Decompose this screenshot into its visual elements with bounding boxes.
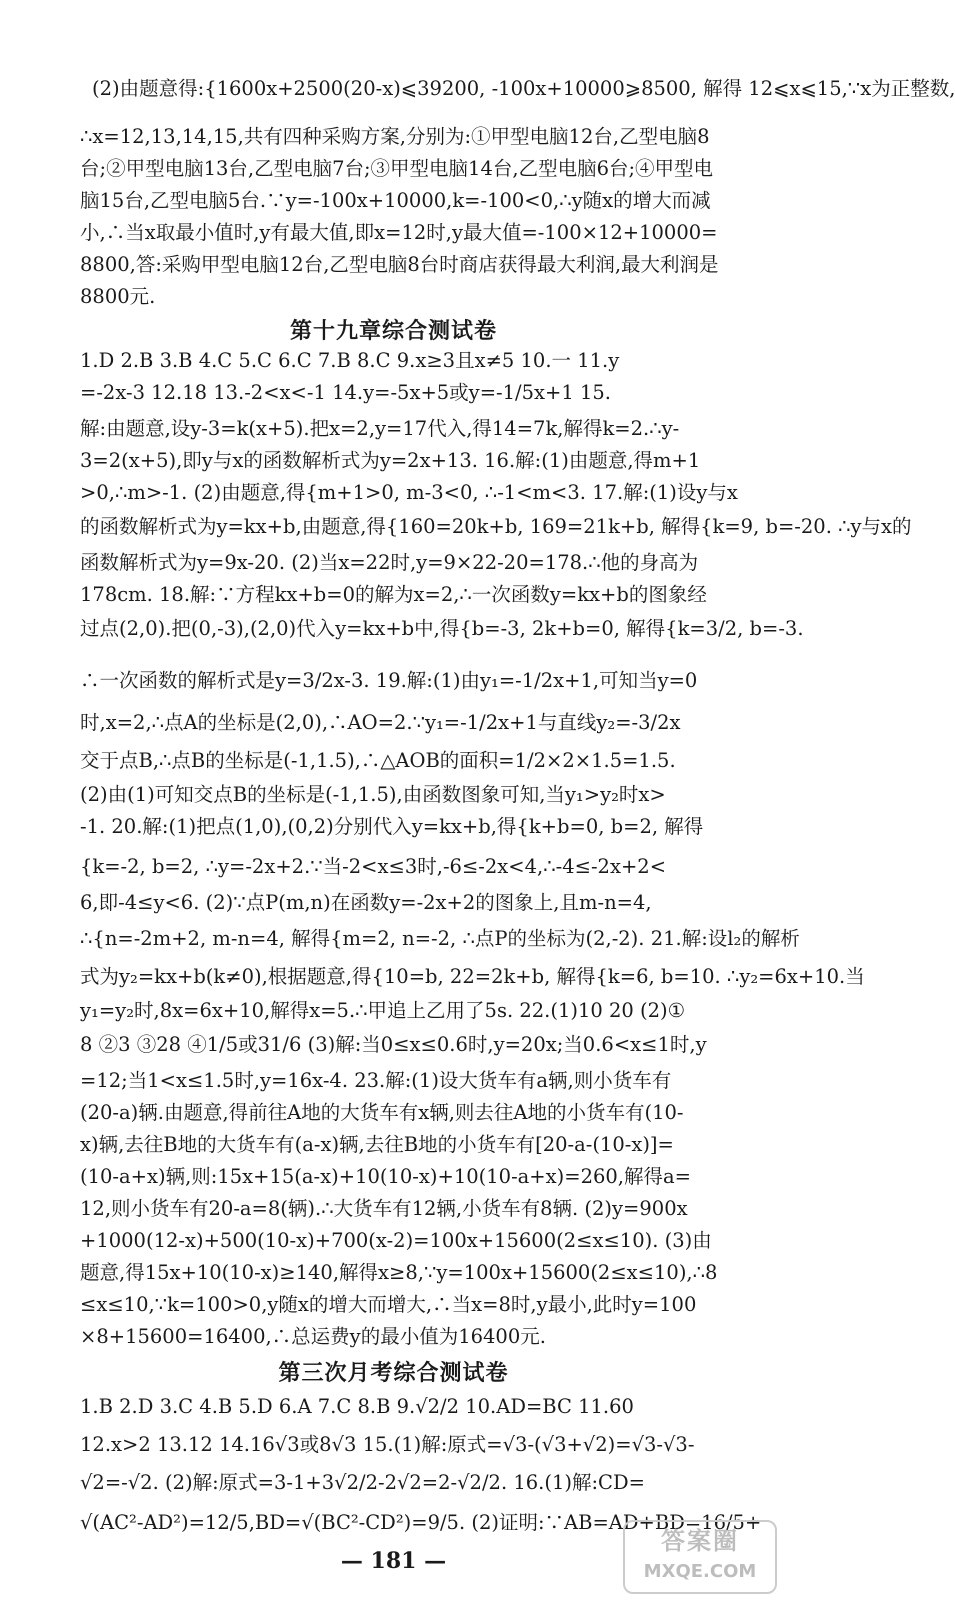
text-line: >0,∴m>-1. (2)由题意,得{m+1>0, m-3<0, ∴-1<m<3. 17.解:(1)设y与x <box>80 481 738 504</box>
text-line: 1.B 2.D 3.C 4.B 5.D 6.A 7.C 8.B 9.√2/2 10.AD=BC 11.60 <box>80 1395 634 1418</box>
text-line: (2)由(1)可知交点B的坐标是(-1,1.5),由函数图象可知,当y₁>y₂时x> <box>80 783 666 806</box>
text-line: 178cm. 18.解:∵方程kx+b=0的解为x=2,∴一次函数y=kx+b的图象经 <box>80 583 707 606</box>
watermark-logo <box>623 1520 777 1594</box>
text-line: =-2x-3 12.18 13.-2<x<-1 14.y=-5x+5或y=-1/5x+1 15. <box>80 381 611 404</box>
text-line: 3=2(x+5),即y与x的函数解析式为y=2x+13. 16.解:(1)由题意,得m+1 <box>80 449 701 472</box>
text-line: (20-a)辆.由题意,得前往A地的大货车有x辆,则去往A地的小货车有(10- <box>80 1101 684 1124</box>
text-line: 1.D 2.B 3.B 4.C 5.C 6.C 7.B 8.C 9.x≥3且x≠5 10.一 11.y <box>80 349 620 372</box>
text-line: √2=-√2. (2)解:原式=3-1+3√2/2-2√2=2-√2/2. 16.(1)解:CD= <box>80 1471 645 1494</box>
text-line: 交于点B,∴点B的坐标是(-1,1.5),∴△AOB的面积=1/2×2×1.5=1.5. <box>80 749 676 772</box>
text-line: 题意,得15x+10(10-x)≥140,解得x≥8,∵y=100x+15600(2≤x≤10),∴8 <box>80 1261 718 1284</box>
text-line: 式为y₂=kx+b(k≠0),根据题意,得{10=b, 22=2k+b, 解得{k=6, b=10. ∴y₂=6x+10.当 <box>80 965 865 988</box>
text-line: =12;当1<x≤1.5时,y=16x-4. 23.解:(1)设大货车有a辆,则小货车有 <box>80 1069 672 1092</box>
text-line: 脑15台,乙型电脑5台.∵y=-100x+10000,k=-100<0,∴y随x的增大而减 <box>80 189 711 212</box>
text-line: √(AC²-AD²)=12/5,BD=√(BC²-CD²)=9/5. (2)证明:∵AB=AD+BD=16/5+ <box>80 1511 762 1534</box>
text-line: y₁=y₂时,8x=6x+10,解得x=5.∴甲追上乙用了5s. 22.(1)10 20 (2)① <box>80 999 686 1022</box>
watermark-bottom: MXQE.COM <box>643 1561 757 1582</box>
text-line: ∴一次函数的解析式是y=3/2x-3. 19.解:(1)由y₁=-1/2x+1,可知当y=0 <box>80 669 698 692</box>
text-line: 解:由题意,设y-3=k(x+5).把x=2,y=17代入,得14=7k,解得k=2.∴y- <box>80 417 680 440</box>
text-line: (2)由题意得:{1600x+2500(20-x)⩽39200, -100x+10000⩾8500, 解得 12⩽x⩽15,∵x为正整数, <box>92 77 955 100</box>
text-line: 的函数解析式为y=kx+b,由题意,得{160=20k+b, 169=21k+b, 解得{k=9, b=-20. ∴y与x的 <box>80 515 912 538</box>
text-line: 小,∴当x取最小值时,y有最大值,即x=12时,y最大值=-100×12+10000= <box>80 221 718 244</box>
text-line: 6,即-4≤y<6. (2)∵点P(m,n)在函数y=-2x+2的图象上,且m-n=4, <box>80 891 652 914</box>
text-line: 8800,答:采购甲型电脑12台,乙型电脑8台时商店获得最大利润,最大利润是 <box>80 253 719 276</box>
text-line: (10-a+x)辆,则:15x+15(a-x)+10(10-x)+10(10-a+x)=260,解得a= <box>80 1165 691 1188</box>
text-line: 过点(2,0).把(0,-3),(2,0)代入y=kx+b中,得{b=-3, 2k+b=0, 解得{k=3/2, b=-3. <box>80 617 804 640</box>
section-heading: 第十九章综合测试卷 <box>289 318 497 344</box>
text-line: ×8+15600=16400,∴总运费y的最小值为16400元. <box>80 1325 546 1348</box>
page-number: — 181 — <box>340 1548 447 1574</box>
text-line: x)辆,去往B地的大货车有(a-x)辆,去往B地的小货车有[20-a-(10-x)]= <box>80 1133 674 1156</box>
text-line: 12.x>2 13.12 14.16√3或8√3 15.(1)解:原式=√3-(√3+√2)=√3-√3- <box>80 1433 695 1456</box>
text-line: 台;②甲型电脑13台,乙型电脑7台;③甲型电脑14台,乙型电脑6台;④甲型电 <box>80 157 714 180</box>
text-line: ∴x=12,13,14,15,共有四种采购方案,分别为:①甲型电脑12台,乙型电脑8 <box>80 125 710 148</box>
text-line: 时,x=2,∴点A的坐标是(2,0),∴AO=2.∵y₁=-1/2x+1与直线y₂=-3/2x <box>80 711 681 734</box>
text-line: ≤x≤10,∵k=100>0,y随x的增大而增大,∴当x=8时,y最小,此时y=100 <box>80 1293 697 1316</box>
text-line: 8800元. <box>80 285 156 308</box>
watermark-top: 答案圈 <box>661 1527 739 1555</box>
section-heading: 第三次月考综合测试卷 <box>278 1360 509 1386</box>
text-line: +1000(12-x)+500(10-x)+700(x-2)=100x+15600(2≤x≤10). (3)由 <box>80 1229 712 1252</box>
text-line: 8 ②3 ③28 ④1/5或31/6 (3)解:当0≤x≤0.6时,y=20x;当0.6<x≤1时,y <box>80 1033 707 1056</box>
text-line: ∴{n=-2m+2, m-n=4, 解得{m=2, n=-2, ∴点P的坐标为(2,-2). 21.解:设l₂的解析 <box>80 927 800 950</box>
text-line: 12,则小货车有20-a=8(辆).∴大货车有12辆,小货车有8辆. (2)y=900x <box>80 1197 688 1220</box>
text-line: 函数解析式为y=9x-20. (2)当x=22时,y=9×22-20=178.∴他的身高为 <box>80 551 699 574</box>
text-line: -1. 20.解:(1)把点(1,0),(0,2)分别代入y=kx+b,得{k+b=0, b=2, 解得 <box>80 815 704 838</box>
text-line: {k=-2, b=2, ∴y=-2x+2.∵当-2<x≤3时,-6≤-2x<4,∴-4≤-2x+2< <box>80 855 667 878</box>
